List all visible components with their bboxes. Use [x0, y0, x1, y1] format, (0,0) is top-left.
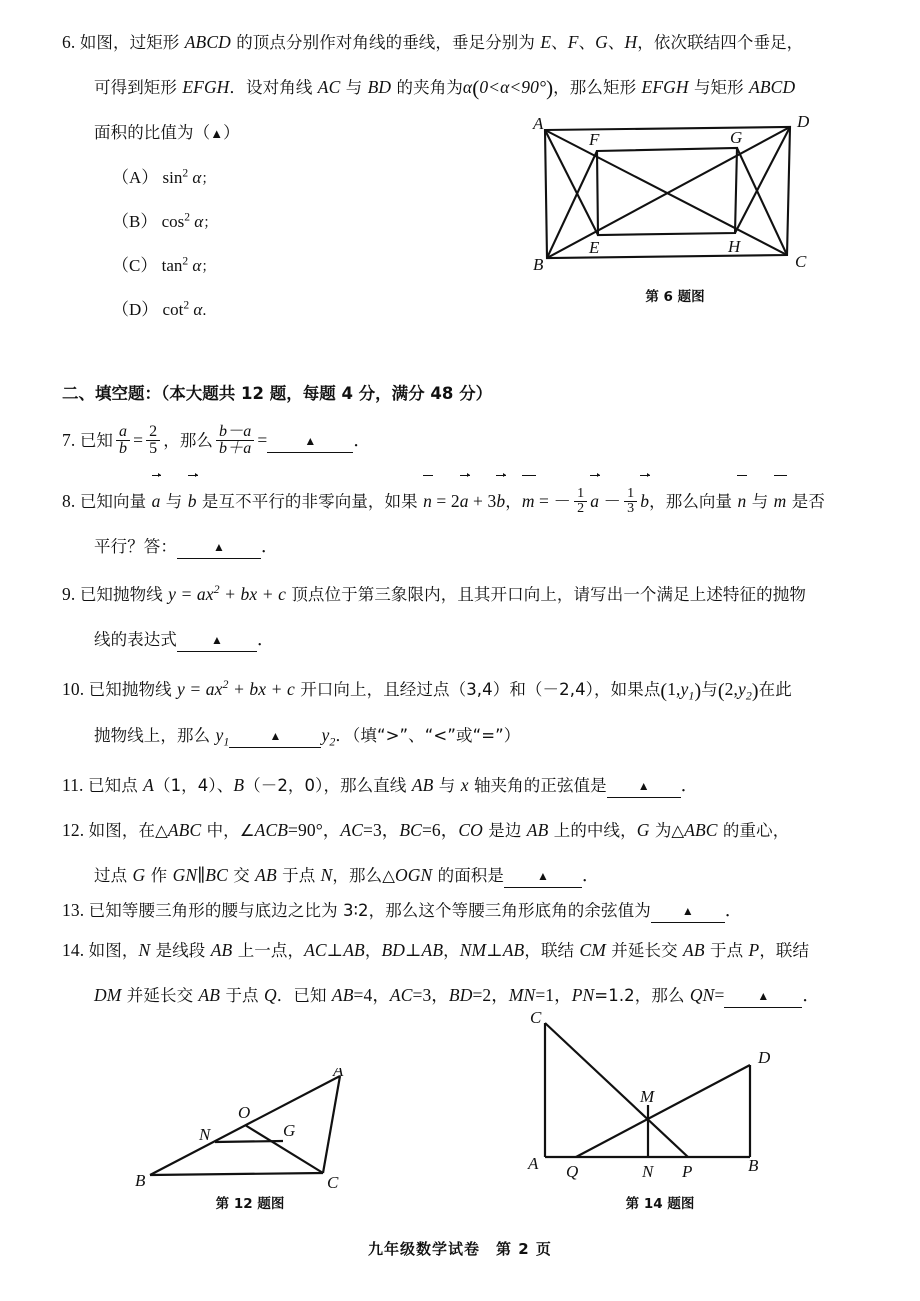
- fig14-label-B: B: [748, 1156, 759, 1175]
- q11-tail: ．: [680, 775, 699, 795]
- fig14-label-A: A: [528, 1154, 539, 1173]
- q14-seg-mn: MN: [508, 985, 536, 1005]
- q14-perp-2: ⊥: [404, 940, 422, 960]
- q10-y1: y: [215, 725, 224, 745]
- q14-seg-qn: QN: [689, 985, 715, 1005]
- question-6-line-2: [62, 65, 862, 110]
- q12-l2-a: 过点: [94, 866, 133, 885]
- q10-pt1-close: ): [694, 680, 702, 702]
- q10-pt1-y: y: [680, 679, 689, 699]
- q14-text-5: ，: [443, 941, 460, 960]
- q12-blank-marker: ▲: [537, 869, 549, 883]
- question-6-option-b[interactable]: [112, 207, 217, 232]
- q12-seg-ac: AC: [340, 820, 363, 840]
- q10-text-1: 已知抛物线: [88, 680, 178, 699]
- question-6-figure-caption: 第 6 题图: [645, 289, 705, 305]
- q6-l2-e: ，那么矩形: [553, 78, 642, 97]
- q6-l2-a: 可得到矩形: [94, 78, 183, 97]
- q14-perp-1: ⊥: [326, 940, 344, 960]
- question-14-figure-caption: 第 14 题图: [625, 1196, 695, 1212]
- option-a-pow: 2: [182, 166, 189, 180]
- q7-fraction-25: [146, 424, 160, 459]
- q12-parallel-symbol: ∥: [197, 865, 206, 885]
- q8-fraction-third: [624, 487, 637, 517]
- q12-text-2: 中，∠: [201, 821, 255, 840]
- q6-l3-a: 面积的比值为（: [94, 123, 211, 142]
- question-14-number: 14.: [62, 940, 85, 960]
- q8-text-5: ，那么向量: [649, 492, 738, 511]
- q6-efgh-2: EFGH: [641, 77, 689, 97]
- q11-text-5: 轴夹角的正弦值是: [468, 776, 607, 795]
- q14-l2-e: =3，: [412, 985, 449, 1005]
- fig6-label-F: F: [589, 130, 600, 149]
- q10-l2-a: 抛物线上，那么: [94, 726, 216, 745]
- q13-text-1: 已知等腰三角形的腰与底边之比为 3∶2，那么这个等腰三角形底角的余弦值为: [88, 901, 651, 920]
- question-6-line-1: [62, 20, 862, 65]
- q10-pt2-sub: 2: [745, 688, 752, 703]
- option-d-tag: （D）: [112, 300, 159, 319]
- q8-vector-b: b: [188, 478, 197, 523]
- q10-pt1-open: (: [660, 680, 668, 702]
- question-12-line-1: [62, 808, 872, 853]
- q7-equals-2: =: [257, 430, 268, 450]
- q9-text-1: 已知抛物线: [79, 585, 169, 604]
- question-6-figure: [525, 115, 825, 285]
- q8-vector-m2: m: [774, 478, 787, 523]
- fig6-label-G: G: [730, 128, 743, 147]
- question-10-line-2: [62, 713, 872, 758]
- question-10: [62, 667, 872, 758]
- q12-point-g2: G: [132, 865, 146, 885]
- q10-blank-marker: ▲: [269, 729, 282, 743]
- q8-text-7: 是否: [786, 492, 825, 511]
- q14-l2-d: =4，: [353, 985, 390, 1005]
- question-8-answer-blank[interactable]: [177, 536, 261, 559]
- q6-e: E: [540, 32, 552, 52]
- fig6-label-E: E: [589, 238, 600, 257]
- q6-l2-c: 与: [340, 78, 368, 97]
- q14-text-8: 于点: [704, 941, 749, 960]
- q9-eq-part2: + bx + c: [219, 584, 286, 604]
- q11-text-1: 已知点: [88, 776, 144, 795]
- question-9-line-1: [62, 572, 862, 617]
- option-b-arg: α: [194, 212, 204, 231]
- q6-answer-marker: ▲: [210, 126, 224, 141]
- q10-y1-sub: 1: [223, 734, 230, 749]
- q12-text-5: =6，: [421, 820, 459, 840]
- q14-text-1: 如图，: [88, 941, 139, 960]
- q8-text-1: 已知向量: [79, 492, 152, 511]
- option-b-pow: 2: [184, 210, 191, 224]
- q14-l2-g: =1，: [535, 985, 572, 1005]
- q12-l2-b: 作: [145, 866, 173, 885]
- q14-l2-c: ．已知: [276, 986, 332, 1005]
- fig12-label-A: A: [333, 1068, 344, 1080]
- q14-l2-h: =1.2，那么: [594, 986, 690, 1005]
- q9-exponent: 2: [213, 582, 220, 597]
- option-c-arg: α: [192, 256, 202, 275]
- q6-f: F: [567, 32, 579, 52]
- question-6-option-a[interactable]: [112, 163, 215, 188]
- q14-seg-ab3: AB: [421, 940, 444, 960]
- q14-l2-i: =: [714, 985, 725, 1005]
- question-9: [62, 572, 862, 662]
- q12-triangle-ogn: OGN: [395, 865, 433, 885]
- q8-vector-a2: a: [460, 478, 469, 523]
- q8-blank-marker: ▲: [213, 540, 225, 554]
- q14-seg-cm: CM: [579, 940, 606, 960]
- q10-pt2-open: (: [717, 680, 725, 702]
- option-d-fn: cot: [162, 300, 184, 319]
- q6-l2-b: ．设对角线: [229, 78, 318, 97]
- q12-l2-c: 交: [227, 866, 256, 885]
- option-a-tail: ；: [201, 172, 216, 187]
- option-d-arg: α: [193, 300, 203, 319]
- option-c-tag: （C）: [112, 256, 158, 275]
- question-11: [62, 763, 698, 808]
- option-a-fn: sin: [162, 168, 183, 187]
- q10-pt1-sub: 1: [688, 688, 695, 703]
- q9-blank-marker: ▲: [211, 633, 223, 647]
- option-a-arg: α: [192, 168, 202, 187]
- fig14-label-M: M: [640, 1087, 655, 1106]
- fig12-label-N: N: [199, 1125, 211, 1144]
- question-8-line-2: [62, 524, 862, 569]
- q11-text-2: （1，4）、: [153, 776, 234, 795]
- fig6-label-B: B: [533, 255, 544, 274]
- q10-exponent: 2: [222, 677, 229, 692]
- q10-pt2-x: 2: [724, 679, 734, 699]
- q6-text-b: 的顶点分别作对角线的垂线，垂足分别为: [230, 33, 541, 52]
- question-7-number: 7.: [62, 430, 76, 450]
- q11-blank-marker: ▲: [637, 779, 650, 793]
- q6-abcd: ABCD: [184, 32, 231, 52]
- question-12: [62, 808, 872, 898]
- q6-paren-open: (: [472, 76, 480, 100]
- q14-seg-ab5: AB: [683, 940, 705, 960]
- q6-efgh: EFGH: [182, 77, 230, 97]
- q6-text-c: ，依次联结四个垂足，: [637, 33, 804, 52]
- q9-eq-part1: y = ax: [168, 584, 214, 604]
- q6-abcd-2: ABCD: [749, 77, 796, 97]
- q7-frac1-num: a: [119, 422, 128, 440]
- q10-y2: y: [321, 725, 330, 745]
- question-8-line-1: [62, 478, 862, 524]
- q11-text-4: 与: [433, 776, 461, 795]
- q12-triangle-abc: ABC: [167, 820, 202, 840]
- question-12-figure-caption: 第 12 题图: [215, 1196, 285, 1212]
- q8-vector-n: n: [423, 478, 432, 523]
- q6-sep-2: 、: [578, 33, 596, 52]
- question-13: [62, 888, 742, 933]
- q14-seg-ab: AB: [210, 940, 233, 960]
- option-b-tag: （B）: [112, 212, 158, 231]
- q14-seg-ab2: AB: [343, 940, 365, 960]
- q9-tail: ．: [257, 629, 275, 649]
- q14-perp-3: ⊥: [486, 940, 503, 960]
- q14-seg-ab6: AB: [198, 985, 221, 1005]
- fig12-label-G: G: [283, 1121, 296, 1140]
- q11-point-b: B: [233, 775, 245, 795]
- q14-tail: ．: [802, 985, 821, 1005]
- q8-half-den: 2: [574, 501, 587, 517]
- q14-seg-nm: NM: [459, 940, 487, 960]
- q14-text-6: ，联结: [524, 941, 580, 960]
- q14-l2-a: 并延长交: [121, 986, 199, 1005]
- option-c-tail: ；: [201, 260, 216, 275]
- fig6-label-C: C: [795, 252, 807, 271]
- q7-frac2-den: 5: [146, 440, 160, 458]
- fig12-label-C: C: [327, 1173, 339, 1192]
- q14-text-7: 并延长交: [605, 941, 684, 960]
- q6-l2-f: 与矩形: [688, 78, 750, 97]
- q8-third-num: 1: [627, 485, 635, 501]
- q7-equals-1: =: [133, 430, 144, 450]
- q6-paren-close: ): [546, 76, 554, 100]
- q12-text-7: 上的中线，: [548, 821, 637, 840]
- question-14-figure: [520, 1005, 790, 1195]
- q8-vector-b3: b: [640, 478, 649, 523]
- option-b-fn: cos: [161, 212, 185, 231]
- q14-seg-bd2: BD: [448, 985, 473, 1005]
- q8-text-3: 是互不平行的非零向量，如果: [196, 492, 424, 511]
- q14-text-4: ，: [364, 941, 382, 960]
- q8-eq-1: = 2: [431, 491, 460, 511]
- fig6-label-A: A: [533, 115, 544, 133]
- q6-alpha: α: [462, 77, 473, 97]
- q8-eq-2: = －: [534, 491, 572, 511]
- q12-seg-bc2: BC: [205, 865, 228, 885]
- q12-seg-ab2: AB: [255, 865, 277, 885]
- q14-seg-dm: DM: [94, 985, 122, 1005]
- q12-text-3: =90°，: [288, 820, 341, 840]
- question-12-figure: [135, 1068, 385, 1198]
- question-9-number: 9.: [62, 584, 76, 604]
- q8-minus: －: [599, 491, 622, 511]
- option-c-fn: tan: [161, 256, 183, 275]
- option-d-tail: ．: [202, 304, 217, 319]
- q8-vector-a3: a: [590, 478, 599, 523]
- q7-frac1-den: b: [116, 440, 130, 458]
- q9-l2-text: 线的表达式: [94, 630, 177, 649]
- q12-text-9: 的重心，: [717, 821, 790, 840]
- q8-text-4: ，: [505, 492, 522, 511]
- q10-pt2-comma: ,: [733, 679, 738, 699]
- section-2-heading: 二、填空题：（本大题共 12 题，每题 4 分，满分 48 分）: [62, 384, 493, 403]
- question-7: [62, 418, 371, 463]
- q8-half-num: 1: [577, 485, 585, 501]
- question-9-answer-blank[interactable]: [177, 629, 257, 652]
- q6-sep-3: 、: [607, 33, 625, 52]
- q14-seg-ac2: AC: [389, 985, 413, 1005]
- q8-plus: + 3: [468, 491, 497, 511]
- q8-l2-text: 平行？答：: [94, 537, 177, 556]
- q10-pt1-comma: ,: [676, 679, 681, 699]
- q13-tail: ．: [724, 900, 743, 920]
- q14-blank-marker: ▲: [757, 989, 770, 1003]
- question-8: [62, 478, 862, 569]
- fig6-label-D: D: [797, 115, 810, 131]
- q12-text-6: 是边: [482, 821, 527, 840]
- q10-text-2: 开口向上，且经过点（3,4）和（－2,4），如果点: [294, 680, 661, 699]
- question-13-number: 13.: [62, 900, 85, 920]
- option-a-tag: （A）: [112, 168, 159, 187]
- question-12-answer-blank[interactable]: [504, 865, 582, 888]
- q6-l2-d: 的夹角为: [391, 78, 463, 97]
- q10-pt2-close: ): [751, 680, 759, 702]
- q6-text-a: 如图，过矩形: [79, 33, 185, 52]
- q12-l2-f: 的面积是: [432, 866, 505, 885]
- question-10-number: 10.: [62, 679, 85, 699]
- question-10-answer-blank[interactable]: [229, 725, 321, 748]
- question-14-line-1: [62, 928, 877, 973]
- q12-seg-ab: AB: [526, 820, 549, 840]
- q12-angle-acb: ACB: [254, 820, 289, 840]
- q14-seg-ab4: AB: [502, 940, 525, 960]
- q6-sep-1: 、: [551, 33, 568, 52]
- q12-text-4: =3，: [362, 820, 400, 840]
- q14-point-p: P: [748, 940, 760, 960]
- fig12-label-O: O: [238, 1103, 251, 1122]
- q8-text-2: 与: [160, 492, 188, 511]
- q14-seg-bd: BD: [381, 940, 405, 960]
- q14-point-q: Q: [264, 985, 277, 1005]
- q10-pt2-y: y: [737, 679, 746, 699]
- question-12-number: 12.: [62, 820, 85, 840]
- q6-h: H: [624, 32, 638, 52]
- q9-text-2: 顶点位于第三象限内，且其开口向上，请写出一个满足上述特征的抛物: [285, 585, 806, 604]
- question-6-number: 6.: [62, 32, 76, 52]
- q14-point-n: N: [138, 940, 151, 960]
- q12-seg-bc: BC: [399, 820, 422, 840]
- q14-text-9: ，联结: [759, 941, 810, 960]
- q8-vector-m: m: [522, 478, 535, 523]
- q12-triangle-abc-2: ABC: [684, 820, 718, 840]
- q7-blank-marker: ▲: [304, 434, 317, 448]
- q7-fraction-ab: [116, 424, 130, 459]
- q14-text-2: 是线段: [150, 941, 211, 960]
- q7-tail: ．: [353, 430, 371, 450]
- q14-text-3: 上一点，: [232, 941, 305, 960]
- q12-seg-gn: GN: [172, 865, 198, 885]
- q11-point-a: A: [143, 775, 154, 795]
- q14-seg-ab7: AB: [331, 985, 354, 1005]
- q11-text-3: （－2，0），那么直线: [244, 776, 412, 795]
- q8-third-den: 3: [624, 501, 637, 517]
- q6-l3-b: ）: [223, 123, 240, 142]
- fig14-label-N: N: [642, 1162, 654, 1181]
- fig12-label-B: B: [135, 1171, 146, 1190]
- q12-point-n: N: [320, 865, 333, 885]
- q8-vector-b2: b: [496, 478, 505, 523]
- q12-l2-d: 于点: [276, 866, 321, 885]
- q10-l2-b: ．（填“>”、“<”或“=”）: [335, 726, 521, 745]
- q7-frac3-den: b＋a: [216, 440, 254, 458]
- q8-vector-a: a: [152, 478, 161, 523]
- q12-text-8: 为△: [649, 821, 685, 840]
- fig6-label-H: H: [728, 237, 741, 256]
- q6-g: G: [595, 32, 608, 52]
- q14-seg-pn: PN: [571, 985, 595, 1005]
- question-11-answer-blank[interactable]: [607, 775, 681, 798]
- question-9-line-2: [62, 617, 862, 662]
- question-11-number: 11.: [62, 775, 84, 795]
- q10-eq-part1: y = ax: [177, 679, 223, 699]
- q8-fraction-half: [574, 487, 587, 517]
- q6-ac: AC: [317, 77, 341, 97]
- q13-blank-marker: ▲: [681, 904, 694, 918]
- question-6-option-c[interactable]: [112, 251, 215, 276]
- q14-seg-ac: AC: [304, 940, 327, 960]
- q10-pt1-x: 1: [667, 679, 677, 699]
- q8-vector-n2: n: [737, 478, 746, 523]
- fig14-label-Q: Q: [566, 1162, 579, 1181]
- q12-point-g: G: [636, 820, 650, 840]
- question-8-number: 8.: [62, 491, 76, 511]
- fig14-label-P: P: [682, 1162, 693, 1181]
- q6-alpha-range: 0<α<90°: [479, 77, 547, 97]
- q8-text-6: 与: [746, 492, 774, 511]
- q10-text-4: 在此: [758, 680, 792, 699]
- question-10-line-1: [62, 667, 872, 713]
- q7-text-1: 已知: [79, 431, 114, 450]
- question-6-option-d[interactable]: [112, 295, 216, 320]
- q7-fraction-expr: [216, 424, 254, 459]
- option-b-tail: ；: [203, 216, 218, 231]
- q12-l2-e: ，那么△: [332, 866, 396, 885]
- question-7-answer-blank[interactable]: [267, 430, 353, 453]
- q14-l2-f: =2，: [472, 985, 509, 1005]
- fig14-label-C: C: [530, 1008, 542, 1027]
- option-c-pow: 2: [182, 254, 189, 268]
- q14-l2-b: 于点: [220, 986, 264, 1005]
- q12-text-1: 如图，在△: [88, 821, 168, 840]
- q7-text-2: ，那么: [163, 431, 214, 450]
- q10-y2-sub: 2: [329, 734, 336, 749]
- q12-seg-co: CO: [458, 820, 483, 840]
- question-13-answer-blank[interactable]: [651, 900, 725, 923]
- q11-line-ab: AB: [411, 775, 434, 795]
- option-d-pow: 2: [183, 298, 190, 312]
- q6-bd: BD: [367, 77, 392, 97]
- page-footer: 九年级数学试卷 第 2 页: [368, 1240, 552, 1258]
- q11-x-axis: x: [460, 775, 469, 795]
- q7-frac3-num: b－a: [219, 422, 252, 440]
- q10-text-3: 与: [701, 680, 718, 699]
- q8-tail: ．: [261, 536, 279, 556]
- q10-eq-part2: + bx + c: [228, 679, 295, 699]
- q7-frac2-num: 2: [149, 422, 158, 440]
- q12-tail: ．: [582, 865, 600, 885]
- fig14-label-D: D: [758, 1048, 771, 1067]
